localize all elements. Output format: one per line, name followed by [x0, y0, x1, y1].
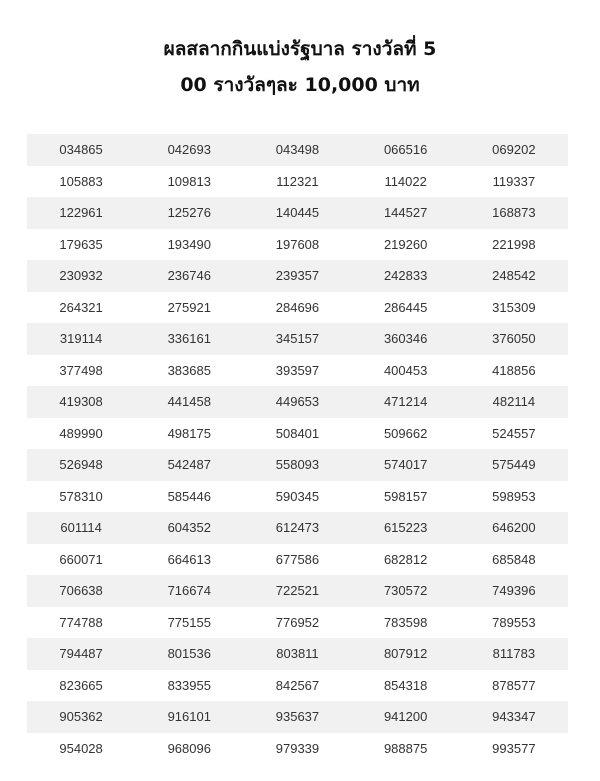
prize-table-container	[27, 134, 568, 764]
prize-number-cell: 823665	[59, 677, 103, 693]
prize-number-cell: 319114	[27, 323, 135, 355]
prize-number-cell: 122961	[27, 197, 135, 229]
prize-number-cell: 069202	[460, 134, 568, 166]
prize-number-cell: 508401	[275, 425, 320, 441]
table-row	[27, 418, 568, 450]
prize-number-cell: 646200	[460, 512, 568, 544]
prize-number-cell: 042693	[135, 134, 243, 166]
prize-number-cell: 716674	[135, 575, 243, 607]
prize-number-cell: 376050	[460, 323, 568, 355]
prize-number-cell: 604352	[135, 512, 243, 544]
prize-number-cell: 112321	[276, 173, 319, 189]
prize-number-cell: 801536	[135, 638, 243, 670]
prize-number-cell: 509662	[383, 425, 428, 441]
prize-number-cell: 383685	[167, 362, 211, 378]
prize-number-cell: 066516	[352, 134, 460, 166]
prize-number-cell: 598953	[492, 488, 536, 504]
prize-number-cell: 916101	[135, 701, 243, 733]
prize-number-cell: 682812	[383, 551, 428, 567]
prize-number-cell: 034865	[27, 134, 135, 166]
prize-number-cell: 585446	[167, 488, 211, 504]
prize-number-cell: 144527	[352, 197, 460, 229]
prize-number-cell: 601114	[27, 512, 135, 544]
table-row	[27, 733, 568, 765]
prize-number-cell: 988875	[383, 740, 428, 756]
prize-number-cell: 230932	[27, 260, 135, 292]
prize-number-cell: 219260	[383, 236, 428, 252]
prize-number-cell: 598157	[383, 488, 428, 504]
prize-number-cell: 954028	[59, 740, 103, 756]
prize-number-cell: 789553	[492, 614, 536, 630]
table-row	[27, 544, 568, 576]
table-row	[27, 166, 568, 198]
prize-number-cell: 905362	[27, 701, 135, 733]
prize-number-cell: 526948	[27, 449, 135, 481]
prize-number-cell: 935637	[243, 701, 351, 733]
prize-number-cell: 558093	[243, 449, 351, 481]
prize-number-cell: 775155	[167, 614, 211, 630]
prize-number-cell: 941200	[352, 701, 460, 733]
prize-number-cell: 660071	[59, 551, 103, 567]
table-row	[27, 197, 568, 229]
prize-number-cell: 140445	[243, 197, 351, 229]
table-row	[27, 449, 568, 481]
prize-table	[27, 134, 568, 764]
table-row	[27, 292, 568, 324]
prize-number-cell: 833955	[167, 677, 211, 693]
prize-number-cell: 542487	[135, 449, 243, 481]
prize-number-cell: 615223	[352, 512, 460, 544]
prize-number-cell: 264321	[59, 299, 103, 315]
prize-number-cell: 677586	[275, 551, 320, 567]
prize-number-cell: 590345	[275, 488, 320, 504]
prize-number-cell: 441458	[135, 386, 243, 418]
prize-number-cell: 286445	[383, 299, 428, 315]
prize-number-cell: 574017	[352, 449, 460, 481]
page-header	[0, 0, 600, 100]
prize-number-cell: 776952	[275, 614, 320, 630]
table-row	[27, 512, 568, 544]
prize-number-cell: 612473	[243, 512, 351, 544]
table-row	[27, 481, 568, 513]
prize-number-cell: 197608	[275, 236, 320, 252]
table-row	[27, 670, 568, 702]
prize-number-cell: 878577	[492, 677, 536, 693]
table-row	[27, 575, 568, 607]
prize-number-cell: 993577	[492, 740, 536, 756]
prize-number-cell: 377498	[59, 362, 103, 378]
prize-number-cell: 418856	[492, 362, 536, 378]
prize-number-cell: 239357	[243, 260, 351, 292]
table-row	[27, 607, 568, 639]
prize-number-cell: 125276	[135, 197, 243, 229]
prize-number-cell: 774788	[59, 614, 103, 630]
prize-number-cell: 114022	[384, 173, 427, 189]
prize-number-cell: 179635	[59, 236, 103, 252]
prize-number-cell: 168873	[460, 197, 568, 229]
prize-number-cell: 489990	[59, 425, 103, 441]
prize-number-cell: 706638	[27, 575, 135, 607]
prize-number-cell: 749396	[460, 575, 568, 607]
prize-number-cell: 449653	[243, 386, 351, 418]
prize-number-cell: 854318	[383, 677, 428, 693]
prize-number-cell: 803811	[243, 638, 351, 670]
prize-number-cell: 943347	[460, 701, 568, 733]
prize-number-cell: 419308	[27, 386, 135, 418]
table-row	[27, 323, 568, 355]
prize-number-cell: 524557	[492, 425, 536, 441]
prize-number-cell: 315309	[492, 299, 536, 315]
prize-number-cell: 979339	[275, 740, 320, 756]
table-row	[27, 701, 568, 733]
prize-number-cell: 221998	[492, 236, 536, 252]
prize-number-cell: 794487	[27, 638, 135, 670]
page-title: ผลสลากกินแบ่งรัฐบาล รางวัลที่ 5	[163, 38, 437, 60]
prize-number-cell: 360346	[352, 323, 460, 355]
prize-table-body	[27, 134, 568, 764]
prize-number-cell: 783598	[383, 614, 428, 630]
prize-number-cell: 400453	[383, 362, 428, 378]
table-row	[27, 355, 568, 387]
prize-number-cell: 811783	[460, 638, 568, 670]
prize-number-cell: 664613	[167, 551, 211, 567]
prize-number-cell: 575449	[460, 449, 568, 481]
prize-number-cell: 393597	[275, 362, 320, 378]
prize-number-cell: 275921	[167, 299, 211, 315]
prize-number-cell: 498175	[167, 425, 211, 441]
page-subtitle: 00 รางวัลๆละ 10,000 บาท	[180, 74, 420, 96]
prize-number-cell: 471214	[352, 386, 460, 418]
prize-number-cell: 242833	[352, 260, 460, 292]
prize-number-cell: 685848	[492, 551, 536, 567]
prize-number-cell: 336161	[135, 323, 243, 355]
prize-number-cell: 119337	[492, 173, 536, 189]
prize-number-cell: 105883	[59, 173, 103, 189]
prize-number-cell: 236746	[135, 260, 243, 292]
prize-number-cell: 284696	[275, 299, 320, 315]
table-row	[27, 134, 568, 166]
table-row	[27, 638, 568, 670]
prize-number-cell: 345157	[243, 323, 351, 355]
table-row	[27, 260, 568, 292]
prize-number-cell: 807912	[352, 638, 460, 670]
prize-number-cell: 722521	[243, 575, 351, 607]
table-row	[27, 386, 568, 418]
prize-number-cell: 248542	[460, 260, 568, 292]
table-row	[27, 229, 568, 261]
prize-number-cell: 730572	[352, 575, 460, 607]
prize-number-cell: 578310	[59, 488, 103, 504]
prize-number-cell: 968096	[167, 740, 211, 756]
prize-number-cell: 193490	[167, 236, 211, 252]
prize-number-cell: 842567	[275, 677, 320, 693]
prize-number-cell: 482114	[460, 386, 568, 418]
prize-number-cell: 109813	[167, 173, 211, 189]
prize-number-cell: 043498	[243, 134, 351, 166]
